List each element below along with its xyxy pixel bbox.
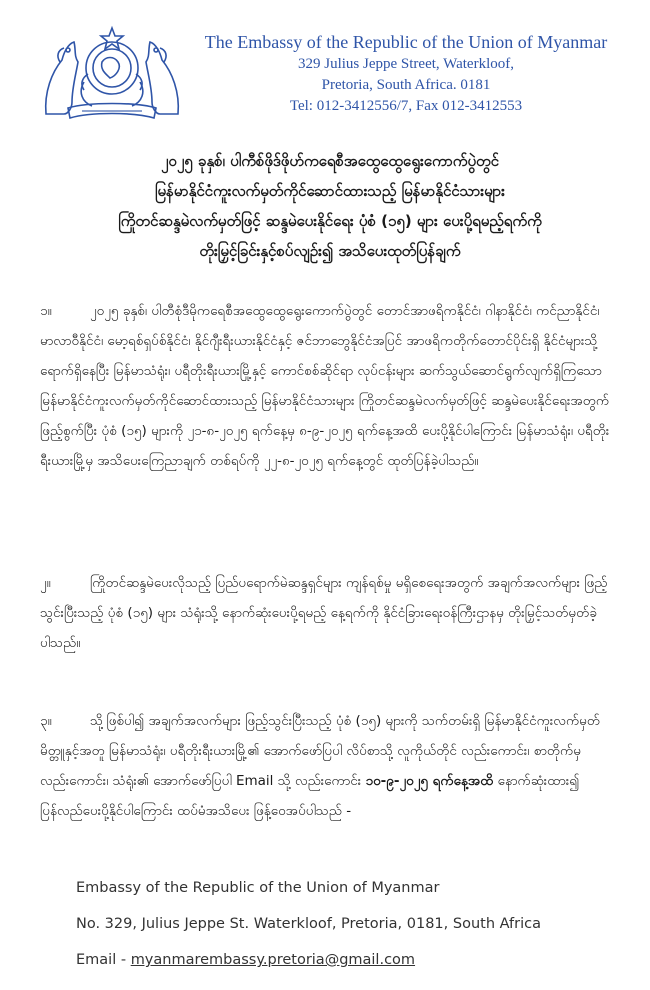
letterhead-address-line1: 329 Julius Jeppe Street, Waterkloof,: [298, 56, 514, 72]
embassy-name: The Embassy of the Republic of the Union of Myanmar: [204, 32, 608, 52]
paragraph-1: [40, 296, 620, 538]
paragraph-text: ကြိုတင်ဆန္ဒမဲပေးလိုသည့် ပြည်ပရောက်မဲဆန္ဒရှင်များ ကျန်ရစ်မှု မရှိစေရေးအတွက် အချက်အလက်များ ဖြည့်သွင်းပြီးသည့် ပုံစံ (၁၅) များ သံရုံးသို့ နောက်ဆုံးပေးပို့ရမည့် နေ့ရက်ကို နိုင်ငံခြားရေးဝန်ကြီးဌာနမှ တိုးမြှင့်သတ်မှတ်ခဲ့ပါသည်။: [40, 575, 608, 651]
deadline-date: ၁၀-၉-၂၀၂၅ ရက်နေ့အထိ: [365, 773, 494, 789]
title-line4: တိုးမြှင့်ခြင်းနှင့်စပ်လျဉ်း၍ အသိပေးထုတ်ပြန်ချက်: [199, 242, 461, 260]
paragraph-text: သို့ဖြစ်ပါ၍ အချက်အလက်များ ဖြည့်သွင်းပြီးသည့် ပုံစံ (၁၅) များကို သက်တမ်းရှိ မြန်မာနိုင်ငံကူးလက်မှတ်မိတ္တူနှင့်အတူ မြန်မာသံရုံး၊ ပရီတိုးရီးယားမြို့၏ အောက်ဖော်ပြပါ လိပ်စာသို့ လူကိုယ်တိုင် လည်းကောင်း၊ စာတိုက်မှ လည်းကောင်း၊ သံရုံး၏ အောက်ဖော်ပြပါ Email သို့ လည်းကောင်း: [40, 713, 601, 789]
letterhead: [186, 30, 626, 117]
paragraph-text-tail: နောက်ဆုံးထား၍ ပြန်လည်ပေးပို့နိုင်ပါကြောင်း ထပ်မံအသိပေး ဖြန့်ဝေအပ်ပါသည် -: [40, 773, 580, 819]
email-link[interactable]: myanmarembassy.pretoria@gmail.com: [130, 952, 416, 968]
address-embassy-name: Embassy of the Republic of the Union of Myanmar: [76, 880, 440, 896]
paragraph-number: ၂။: [40, 575, 51, 591]
paragraph-number: ၁။: [40, 303, 52, 319]
letterhead-address-line2: Pretoria, South Africa. 0181: [321, 77, 491, 93]
paragraph-text: ၂၀၂၅ ခုနှစ်၊ ပါတီစုံဒီမိုကရေစီအထွေထွေရွေးကောက်ပွဲတွင် တောင်အာဖရိကနိုင်ငံ၊ ဂါနာနိုင်ငံ၊ ကင်ညာနိုင်ငံ၊ မာလာဝီနိုင်ငံ၊ မော့ရစ်ရှပ်စ်နိုင်ငံ၊ နိုင်ဂျီးရီးယားနိုင်ငံနှင့် ဇင်ဘာဘွေနိုင်ငံအပြင် အာဖရိကတိုက်တောင်ပိုင်းရှိ နိုင်ငံများသို့ ရောက်ရှိနေပြီး မြန်မာသံရုံး၊ ပရီတိုးရီးယားမြို့နှင့် ကောင်စစ်ဆိုင်ရာ လုပ်ငန်းများ ဆက်သွယ်ဆောင်ရွက်လျက်ရှိကြသော မြန်မာနိုင်ငံကူးလက်မှတ်ကိုင်ဆောင်ထားသည့် မြန်မာနိုင်ငံသားများ ကြိုတင်ဆန္ဒမဲလက်မှတ်ဖြင့် ဆန္ဒမဲပေးနိုင်ရေးအတွက် ဖြည့်စွက်ပြီး ပုံစံ (၁၅) များကို ၂၁-၈-၂၀၂၅ ရက်နေ့မှ ၈-၉-၂၀၂၅ ရက်နေ့အထိ ပေးပို့နိုင်ပါကြောင်း မြန်မာသံရုံး၊ ပရီတိုးရီးယားမြို့မှ အသိပေးကြေညာချက် တစ်ရပ်ကို ၂၂-၈-၂၀၂၅ ရက်နေ့တွင် ထုတ်ပြန်ခဲ့ပါသည်။: [40, 303, 610, 469]
email-label: Email -: [76, 952, 131, 968]
address-email-row: [76, 952, 415, 968]
paragraph-3: [40, 706, 620, 856]
title-line3: ကြိုတင်ဆန္ဒမဲလက်မှတ်ဖြင့် ဆန္ဒမဲပေးနိုင်ရေး ပုံစံ (၁၅) များ ပေးပို့ရမည့်ရက်ကို: [118, 212, 542, 230]
title-line1: ၂၀၂၅ ခုနှစ်၊ ပါကီစ်ဖိုဒ်ဖိုဟ်ကရေစီအထွေထွေရွေးကောက်ပွဲတွင်: [161, 152, 499, 170]
letterhead-contact-line: Tel: 012-3412556/7, Fax 012-3412553: [289, 98, 523, 114]
announcement-title: [40, 146, 620, 266]
state-seal-icon: [38, 22, 186, 122]
paragraph-2: [40, 568, 620, 658]
paragraph-number: ၃။: [40, 713, 52, 729]
address-street: No. 329, Julius Jeppe St. Waterkloof, Pretoria, 0181, South Africa: [76, 916, 541, 932]
title-line2: မြန်မာနိုင်ငံကူးလက်မှတ်ကိုင်ဆောင်ထားသည့် မြန်မာနိုင်ငံသားများ: [154, 182, 505, 200]
